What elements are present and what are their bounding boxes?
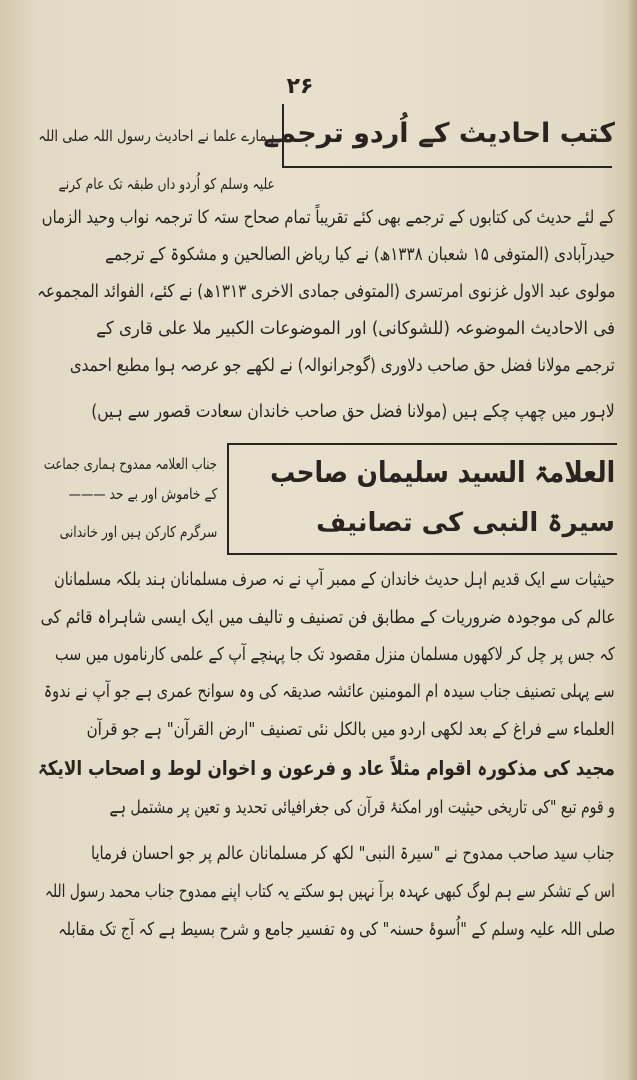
section2-line: کہ جس پر چل کر لاکھوں مسلمان منزل مقصود تک جا پہنچے آپ کے علمی کارناموں میں سب: [55, 644, 615, 665]
section2-side-line: کے خاموش اور بے حد ———: [68, 485, 217, 503]
section2-line: و قوم تبع "کی تاریخی حیثیت اور امکنۂ قرآن کی جغرافیائی تحدید و تعین پر مشتمل ہے: [109, 797, 615, 818]
section1-line: کے لئے حدیث کی کتابوں کے ترجمے بھی کئے تقریباً تمام صحاح ستہ کا ترجمہ نواب وحید الزماں: [42, 207, 615, 228]
section1-line: حیدرآبادی (المتوفی ۱۵ شعبان ۱۳۳۸ھ) نے کیا ریاض الصالحین و مشکوۃ کے ترجمے: [105, 244, 615, 265]
section2-line: العلماء سے فراغ کے بعد لکھی اردو میں بالکل نئی تصنیف "ارض القرآن" ہے جو قرآن: [87, 719, 615, 740]
section1-side-line: ہمارے علما نے احادیث رسول اللہ صلی اللہ: [38, 127, 275, 145]
section2-line: جناب سید صاحب ممدوح نے "سیرۃ النبی" لکھ کر مسلمانان عالم پر جو احسان فرمایا: [91, 843, 615, 864]
section2-heading-line2: سیرۃ النبی کی تصانیف: [316, 508, 615, 538]
section2-line: حیثیات سے ایک قدیم اہل حدیث خاندان کے ممبر آپ نے نہ صرف مسلمانان ہند بلکہ مسلمانان: [54, 569, 615, 590]
section1-line: فی الاحادیث الموضوعہ (للشوکانی) اور الموضوعات الکبیر ملا علی قاری کے: [96, 318, 615, 339]
section2-heading-line1: العلامۃ السید سلیمان صاحب: [269, 455, 615, 489]
section2-line: مجید کی مذکورہ اقوام مثلاً عاد و فرعون و اخوان لوط و اصحاب الایکۃ: [38, 756, 615, 780]
section2-side-line: سرگرم کارکن ہیں اور خاندانی: [59, 523, 217, 541]
section2-line: اس کے تشکر سے ہم لوگ کبھی عہدہ برآ نہیں ہو سکتے یہ کتاب اپنے ممدوح جناب محمد رسول اللہ: [45, 881, 615, 902]
section2-line: صلی اللہ علیہ وسلم کے "اُسوۂ حسنہ" کی وہ تفسیر جامع و شرح بسیط ہے کہ آج تک مقابلہ: [58, 919, 615, 940]
section2-line: سے پہلی تصنیف جناب سیدہ ام المومنین عائشہ صدیقہ کی وہ سوانح عمری ہے جو آپ نے ندوۃ: [44, 681, 615, 702]
section1-line: مولوی عبد الاول غزنوی امرتسری (المتوفی جمادی الاخری ۱۳۱۳ھ) نے کئے، الفوائد المجموعہ: [36, 281, 616, 302]
section2-line: عالم کی موجودہ ضروریات کے مطابق فن تصنیف و تالیف میں ایک ایسی شاہراہ قائم کی: [40, 607, 615, 628]
section2-side-line: جناب العلامہ ممدوح ہماری جماعت: [43, 455, 217, 473]
page-number: ۲۶: [286, 74, 314, 99]
section1-line: لاہور میں چھپ چکے ہیں (مولانا فضل حق صاحب خاندان سعادت قصور سے ہیں): [91, 401, 615, 422]
section1-heading: کتب احادیث کے اُردو ترجمے: [263, 118, 615, 149]
section1-line: ترجمے مولانا فضل حق صاحب دلاوری (گوجرانوالہ) نے لکھے جو عرصہ ہوا مطبع احمدی: [69, 355, 615, 376]
section1-side-line: علیہ وسلم کو اُردو داں طبقہ تک عام کرنے: [58, 175, 275, 193]
